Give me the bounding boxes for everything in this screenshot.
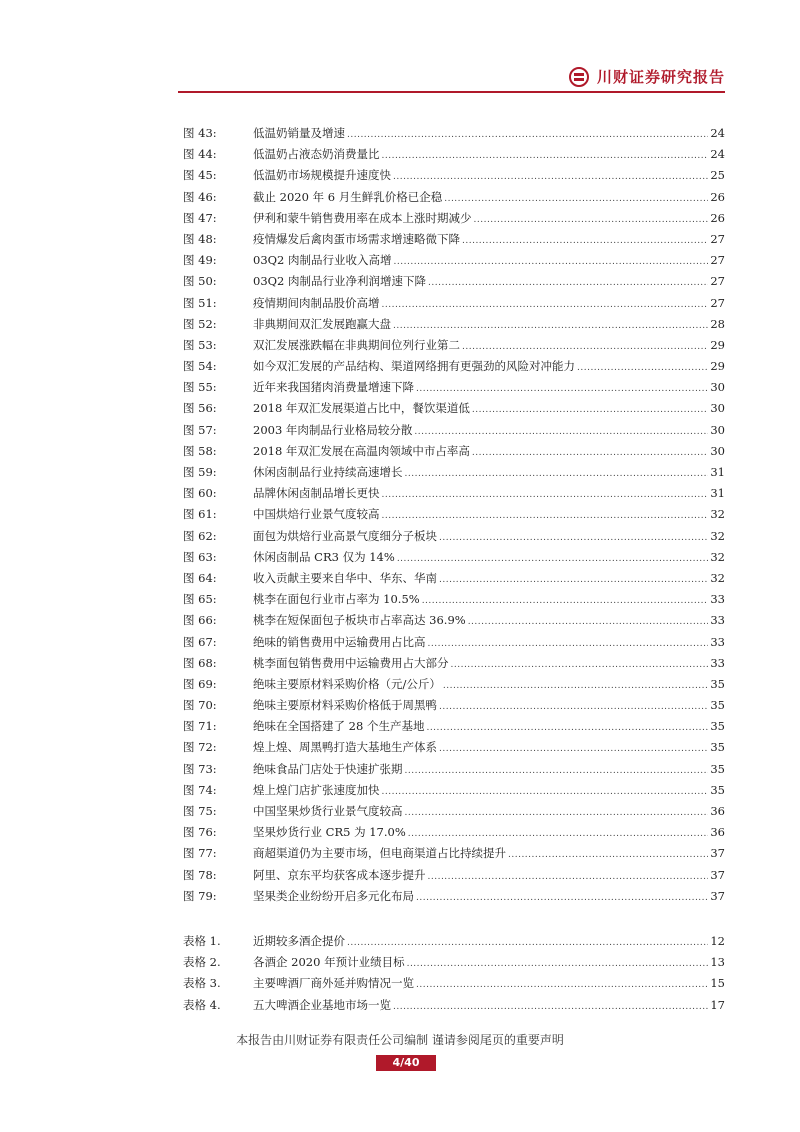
figure-label: 图 55: [183,380,217,395]
figure-page-number: 29 [710,359,725,374]
dot-leader [468,612,709,633]
figure-page-number: 37 [710,867,725,882]
figure-page-number: 26 [710,189,725,204]
figure-label: 图 71: [183,719,217,734]
figure-entry[interactable] [183,822,725,843]
figure-entry[interactable] [183,780,725,801]
figure-page-number: 36 [710,825,725,840]
figure-label: 图 73: [183,761,217,776]
figure-label: 图 56: [183,401,217,416]
figure-page-number: 30 [710,443,725,458]
dot-leader [408,824,709,845]
figure-title: 03Q2 肉制品行业净利润增速下降 [253,274,427,289]
figure-entry[interactable] [183,377,725,398]
figure-label: 图 75: [183,804,217,818]
table-entry[interactable] [183,952,725,973]
figure-entry[interactable] [183,759,725,780]
dot-leader [451,655,709,676]
figure-title: 中国坚果炒货行业景气度较高 [253,804,403,818]
figure-label: 图 70: [183,698,217,713]
figure-title: 近年来我国猪肉消费量增速下降 [253,380,414,395]
figure-label: 图 79: [183,888,217,903]
figure-page-number: 37 [710,888,725,903]
page-number: 4/40 [376,1055,436,1071]
dot-leader [405,803,709,824]
dot-leader [474,210,709,231]
figure-page-number: 26 [710,210,725,225]
figure-page-number: 30 [710,401,725,416]
figure-title: 绝味主要原材料采购价格低于周黑鸭 [253,698,437,713]
table-title: 近期较多酒企提价 [253,934,345,948]
figure-title: 2018 年双汇发展在高温肉领域中市占率高 [253,443,470,458]
table-entry[interactable] [183,995,725,1016]
figure-title: 双汇发展涨跌幅在非典期间位列行业第二 [253,337,460,352]
figure-entry[interactable] [183,526,725,547]
dot-leader [422,591,709,612]
figure-page-number: 33 [710,592,725,607]
dot-leader [439,570,708,591]
figure-entry[interactable] [183,420,725,441]
dot-leader [347,933,708,954]
dot-leader [472,400,708,421]
figure-label: 图 47: [183,210,217,225]
dot-leader [444,189,708,210]
figure-label: 图 57: [183,422,217,437]
dot-leader [428,634,709,655]
figure-title: 休闲卤制品 CR3 仅为 14% [253,549,395,564]
figure-page-number: 24 [710,147,725,162]
figure-label: 图 62: [183,528,217,543]
figure-entry[interactable] [183,886,725,907]
table-title: 五大啤酒企业基地市场一览 [253,997,391,1012]
figure-title: 2003 年肉制品行业格局较分散 [253,422,413,437]
figure-label: 图 74: [183,782,217,797]
figure-entry[interactable] [183,165,725,186]
figure-entry[interactable] [183,843,725,864]
figure-entry[interactable] [183,653,725,674]
figure-entry[interactable] [183,314,725,335]
figure-label: 图 46: [183,189,217,204]
figure-title: 03Q2 肉制品行业收入高增 [253,253,392,268]
figure-page-number: 32 [710,507,725,522]
figure-title: 煌上煌、周黑鸭打造大基地生产体系 [253,740,437,755]
dot-leader [428,273,708,294]
figure-entry[interactable] [183,632,725,653]
figure-title: 面包为烘焙行业高景气度细分子板块 [253,528,437,543]
figure-page-number: 28 [710,316,725,331]
figure-title: 休闲卤制品行业持续高速增长 [253,465,403,479]
figure-title: 伊利和蒙牛销售费用率在成本上涨时期减少 [253,210,472,225]
dot-leader [407,954,709,975]
figure-entry[interactable] [183,250,725,271]
header-divider [178,91,725,93]
table-label: 表格 1. [183,934,221,948]
figure-label: 图 67: [183,634,217,649]
dot-leader [462,231,708,252]
figure-entry[interactable] [183,271,725,292]
dot-leader [439,739,708,760]
dot-leader [472,443,708,464]
dot-leader [393,316,708,337]
figure-title: 桃李在面包行业市占率为 10.5% [253,592,420,607]
figure-page-number: 33 [710,613,725,628]
figure-label: 图 61: [183,507,217,522]
dot-leader [416,379,708,400]
figure-page-number: 31 [710,465,725,479]
dot-leader [414,422,708,443]
figure-entry[interactable] [183,568,725,589]
figure-title: 2018 年双汇发展渠道占比中，餐饮渠道低 [253,401,470,416]
figure-title: 坚果类企业纷纷开启多元化布局 [253,888,414,903]
figure-entry[interactable] [183,483,725,504]
figure-label: 图 44: [183,147,217,162]
figure-title: 商超渠道仍为主要市场，但电商渠道占比持续提升 [253,846,506,861]
figure-label: 图 49: [183,253,217,268]
figure-label: 图 45: [183,168,217,183]
table-label: 表格 4. [183,997,221,1012]
figure-label: 图 51: [183,295,217,310]
figure-label: 图 64: [183,570,217,585]
figure-entry[interactable] [183,737,725,758]
figure-label: 图 53: [183,337,217,352]
figure-title: 煌上煌门店扩张速度加快 [253,782,380,797]
figure-entry[interactable] [183,801,725,822]
dot-leader [416,975,708,996]
figure-entry[interactable] [183,504,725,525]
figure-page-number: 30 [710,380,725,395]
figure-label: 图 54: [183,359,217,374]
table-page-number: 12 [710,934,725,948]
dot-leader [577,358,708,379]
dot-leader [428,867,709,888]
dot-leader [462,337,708,358]
figure-label: 图 63: [183,549,217,564]
table-list [183,931,725,1016]
table-title: 各酒企 2020 年预计业绩目标 [253,955,405,970]
table-page-number: 13 [710,955,725,970]
table-entry[interactable] [183,931,725,952]
figure-title: 绝味主要原材料采购价格（元/公斤） [253,676,441,691]
figure-label: 图 68: [183,655,217,670]
figure-title: 绝味食品门店处于快速扩张期 [253,761,403,776]
figure-entry[interactable] [183,335,725,356]
figure-entry[interactable] [183,716,725,737]
figure-page-number: 27 [710,231,725,246]
figure-title: 低温奶占液态奶消费量比 [253,147,380,162]
figure-entry[interactable] [183,187,725,208]
dot-leader [405,761,709,782]
figure-page-number: 36 [710,804,725,818]
dot-leader [393,997,708,1018]
figure-entry[interactable] [183,441,725,462]
figure-label: 图 60: [183,486,217,501]
dot-leader [397,549,709,570]
dot-leader [393,167,708,188]
dot-leader [382,295,709,316]
table-page-number: 15 [710,976,725,991]
figure-label: 图 48: [183,231,217,246]
figure-entry[interactable] [183,547,725,568]
figure-title: 收入贡献主要来自华中、华东、华南 [253,570,437,585]
figure-title: 中国烘焙行业景气度较高 [253,507,380,522]
figure-title: 阿里、京东平均获客成本逐步提升 [253,867,426,882]
figure-title: 桃李在短保面包子板块市占率高达 36.9% [253,613,466,628]
dot-leader [382,506,709,527]
figure-page-number: 35 [710,676,725,691]
brand-name: 川财证券研究报告 [596,68,725,86]
figure-title: 低温奶销量及增速 [253,126,345,140]
figure-label: 图 66: [183,613,217,628]
figure-page-number: 25 [710,168,725,183]
figure-page-number: 27 [710,274,725,289]
figure-page-number: 33 [710,655,725,670]
brand-logo [569,66,725,87]
figure-entry[interactable] [183,610,725,631]
figure-title: 截止 2020 年 6 月生鲜乳价格已企稳 [253,189,443,204]
dot-leader [416,888,708,909]
dot-leader [382,146,709,167]
figure-page-number: 27 [710,295,725,310]
figure-entry[interactable] [183,695,725,716]
figure-title: 疫情期间肉制品股价高增 [253,295,380,310]
table-title: 主要啤酒厂商外延并购情况一览 [253,976,414,991]
figure-page-number: 37 [710,846,725,861]
figure-page-number: 35 [710,761,725,776]
figure-label: 图 69: [183,676,217,691]
dot-leader [382,782,709,803]
figure-title: 桃李面包销售费用中运输费用占大部分 [253,655,449,670]
figure-title: 疫情爆发后禽肉蛋市场需求增速略微下降 [253,231,460,246]
figure-entry[interactable] [183,144,725,165]
dot-leader [347,125,708,146]
table-label: 表格 2. [183,955,221,970]
figure-label: 图 43: [183,126,217,140]
table-label: 表格 3. [183,976,221,991]
figure-title: 低温奶市场规模提升速度快 [253,168,391,183]
figure-page-number: 30 [710,422,725,437]
table-page-number: 17 [710,997,725,1012]
figure-page-number: 35 [710,740,725,755]
figure-list [183,123,725,907]
figure-entry[interactable] [183,462,725,483]
dot-leader [443,676,708,697]
figure-label: 图 76: [183,825,217,840]
table-entry[interactable] [183,973,725,994]
figure-entry[interactable] [183,293,725,314]
figure-title: 绝味在全国搭建了 28 个生产基地 [253,719,425,734]
figure-page-number: 29 [710,337,725,352]
figure-entry[interactable] [183,356,725,377]
figure-page-number: 24 [710,126,725,140]
dot-leader [439,697,708,718]
figure-label: 图 58: [183,443,217,458]
figure-entry[interactable] [183,123,725,144]
dot-leader [508,845,708,866]
figure-page-number: 27 [710,253,725,268]
figure-entry[interactable] [183,208,725,229]
figure-label: 图 77: [183,846,217,861]
page-header [178,62,725,92]
figure-entry[interactable] [183,398,725,419]
figure-entry[interactable] [183,674,725,695]
figure-page-number: 35 [710,782,725,797]
figure-label: 图 59: [183,465,217,479]
dot-leader [394,252,709,273]
figure-page-number: 33 [710,634,725,649]
figure-label: 图 50: [183,274,217,289]
dot-leader [405,464,709,485]
figure-title: 如今双汇发展的产品结构、渠道网络拥有更强劲的风险对冲能力 [253,359,575,374]
figure-page-number: 32 [710,570,725,585]
figure-page-number: 31 [710,486,725,501]
figure-entry[interactable] [183,229,725,250]
figure-label: 图 72: [183,740,217,755]
figure-page-number: 32 [710,549,725,564]
figure-entry[interactable] [183,589,725,610]
dot-leader [426,718,708,739]
figure-title: 绝味的销售费用中运输费用占比高 [253,634,426,649]
figure-page-number: 35 [710,719,725,734]
brand-logo-icon [569,67,589,87]
figure-title: 坚果炒货行业 CR5 为 17.0% [253,825,406,840]
dot-leader [439,528,708,549]
figure-page-number: 35 [710,698,725,713]
figure-entry[interactable] [183,865,725,886]
figure-page-number: 32 [710,528,725,543]
figure-label: 图 78: [183,867,217,882]
figure-label: 图 65: [183,592,217,607]
dot-leader [382,485,709,506]
figure-title: 品牌休闲卤制品增长更快 [253,486,380,501]
footer-disclaimer: 本报告由川财证券有限责任公司编制 谨请参阅尾页的重要声明 [236,1033,564,1047]
figure-title: 非典期间双汇发展跑赢大盘 [253,316,391,331]
figure-label: 图 52: [183,316,217,331]
